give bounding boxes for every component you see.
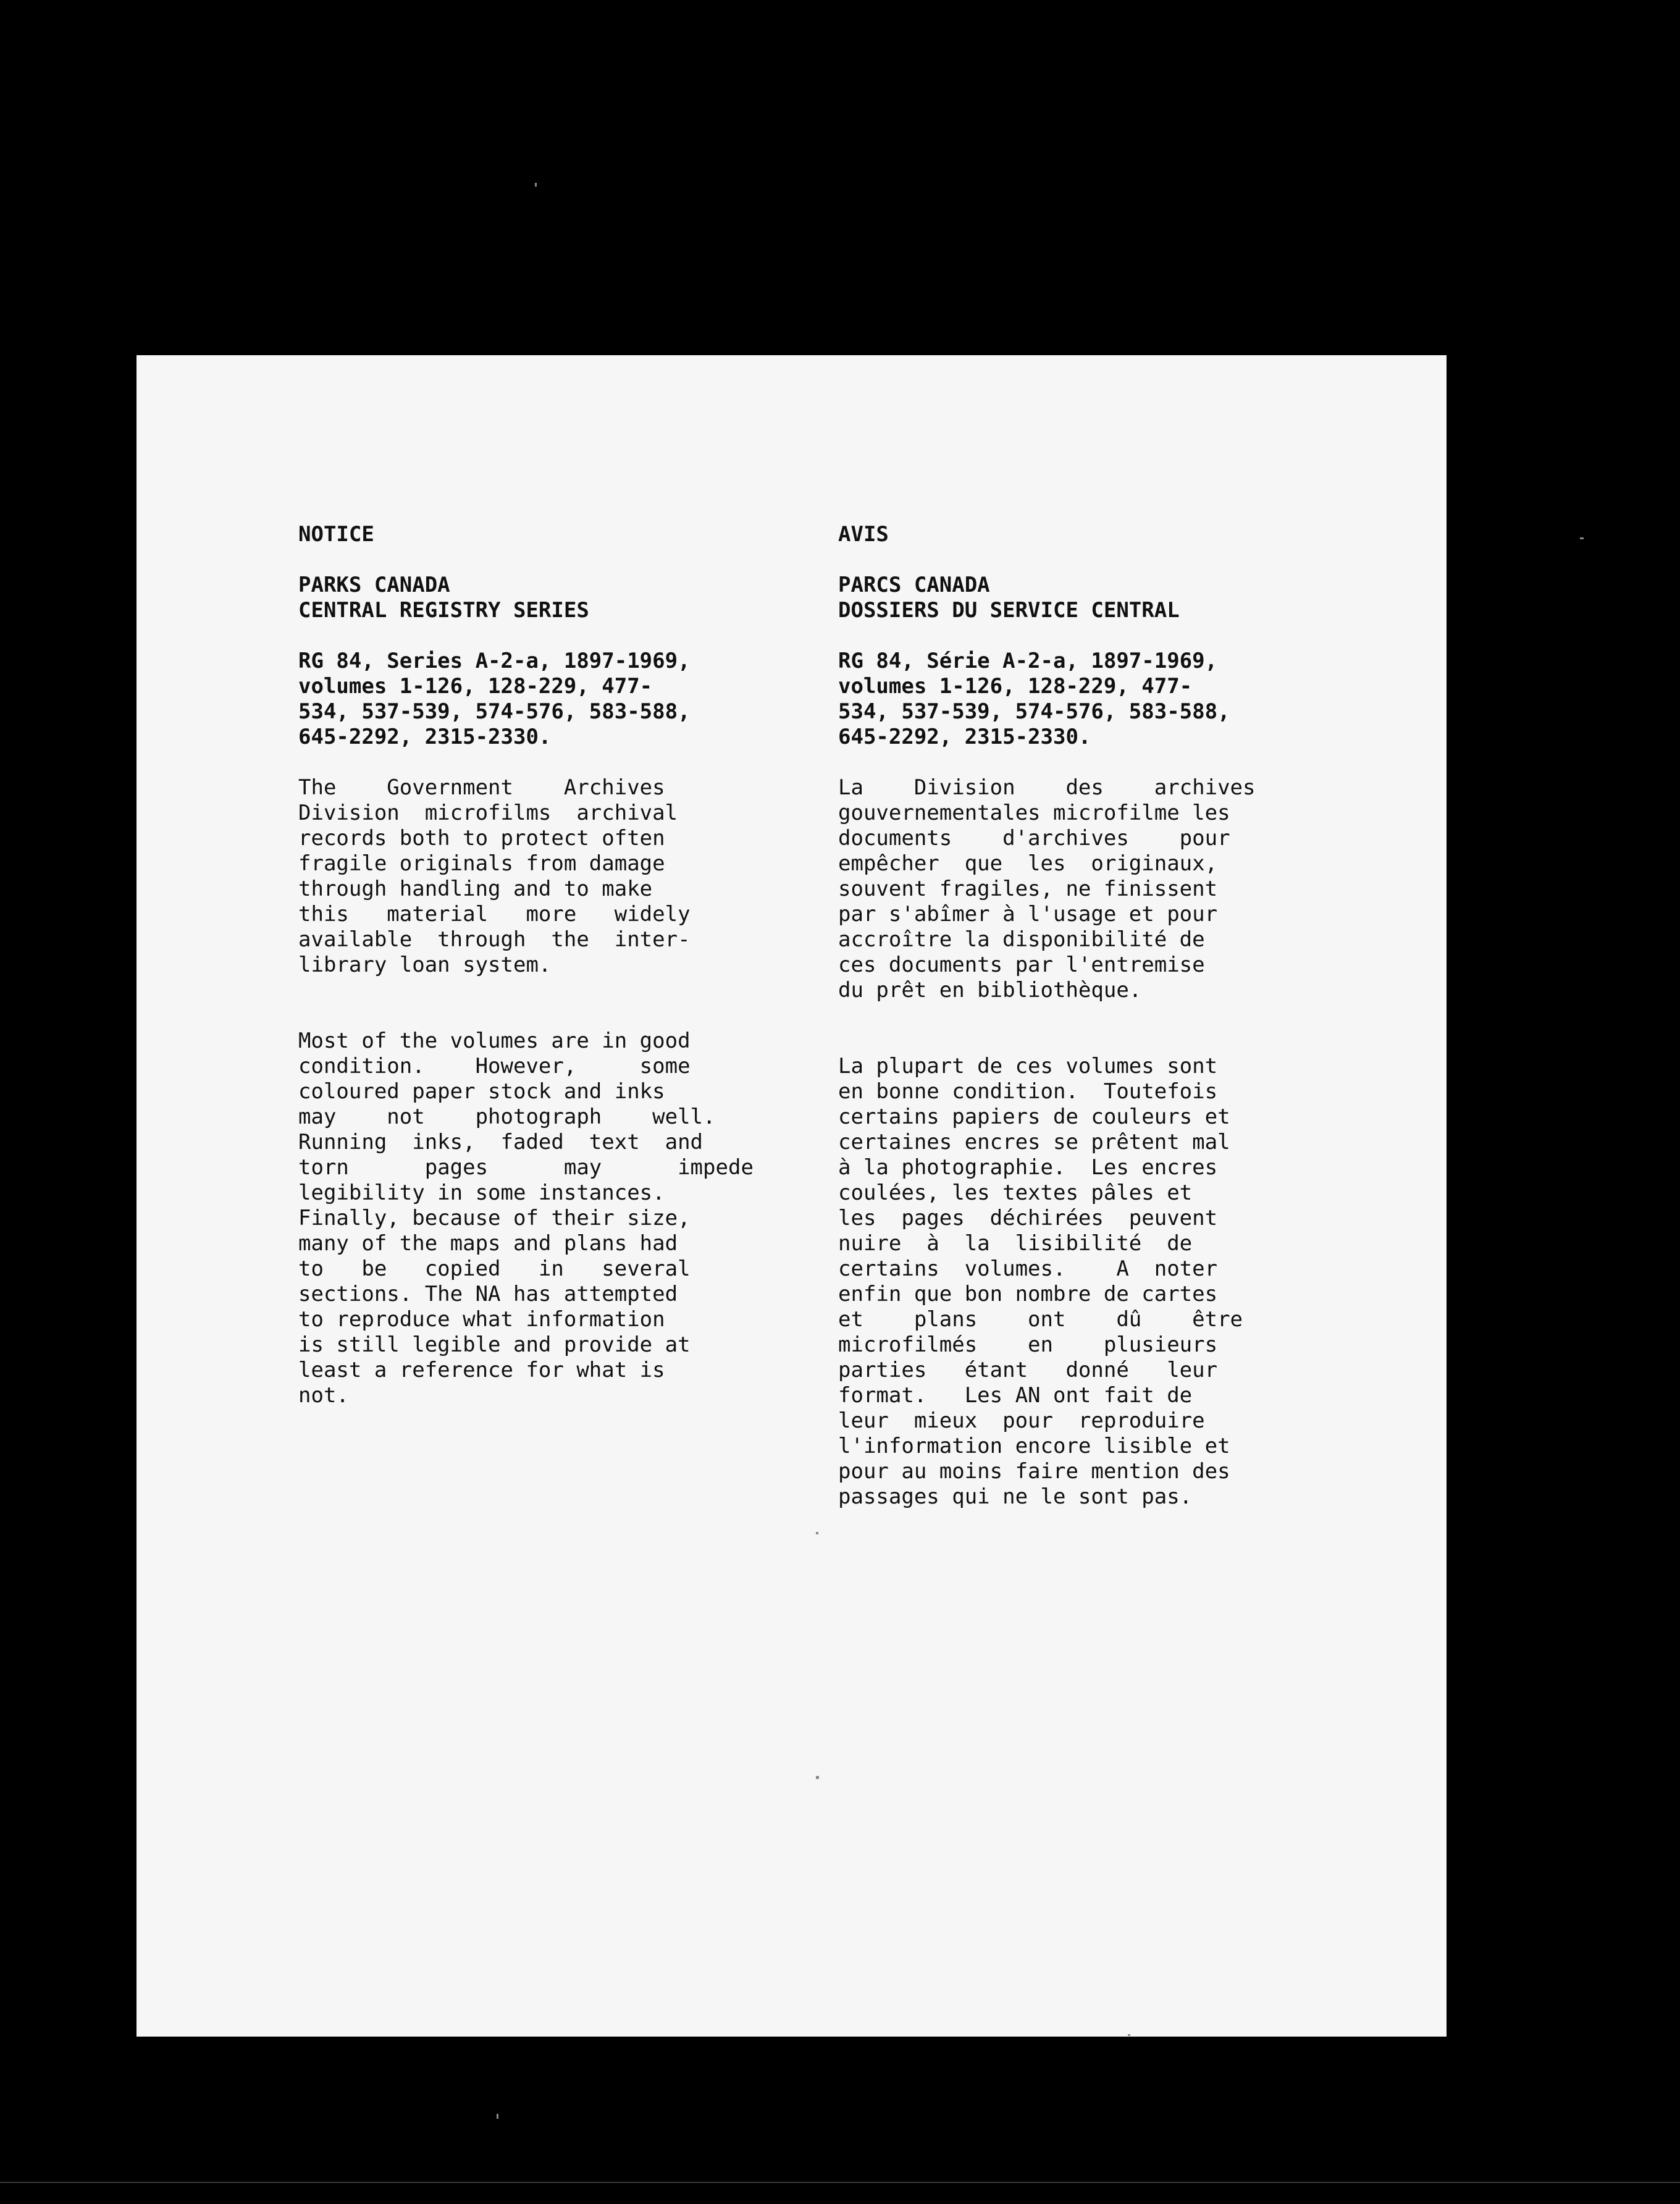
french-column xyxy=(838,522,1308,1510)
scan-speck xyxy=(1580,537,1584,539)
english-column xyxy=(298,522,768,1408)
notice-heading: NOTICE xyxy=(298,522,374,547)
document-page xyxy=(136,355,1447,2037)
condition-paragraph: Most of the volumes are in good condition. However, some coloured paper stock and inks may not photograph well. Running inks, faded text and torn pages may impede legibility in some instances. Finally, because of their size, many of the maps and plans had to be copied in several sections. The NA has attempted to reproduce what information is still legible and provide at least a reference for what is not. xyxy=(298,1028,754,1408)
scan-speck xyxy=(535,183,537,187)
condition-paragraph-fr: La plupart de ces volumes sont en bonne condition. Toutefois certains papiers de couleurs et certaines encres se prêtent mal à la photographie. Les encres coulées, les textes pâles et les pages déchirées peuvent nuire à la lisibilité de certains volumes. A noter enfin que bon nombre de cartes et plans ont dû être microfilmés en plusieurs parties étant donné leur format. Les AN ont fait de leur mieux pour reproduire l'information encore lisible et pour au moins faire mention des passages qui ne le sont pas. xyxy=(838,1054,1243,1509)
scan-rule xyxy=(0,2182,1680,2183)
microfilm-purpose-paragraph-fr: La Division des archives gouvernementales microfilme les documents d'archives pour empêcher que les originaux, souvent fragiles, ne finissent par s'abîmer à l'usage et pour accroître la disponibilité de ces documents par l'entremise du prêt en bibliothèque. xyxy=(838,775,1256,1003)
scan-speck xyxy=(816,1776,819,1779)
record-group-reference-fr: RG 84, Série A-2-a, 1897-1969, volumes 1-126, 128-229, 477- 534, 537-539, 574-576, 583-588, 645-2292, 2315-2330. xyxy=(838,649,1230,749)
organization-name-fr: PARCS CANADA xyxy=(838,573,990,597)
scan-speck xyxy=(816,1532,818,1534)
record-group-reference: RG 84, Series A-2-a, 1897-1969, volumes 1-126, 128-229, 477- 534, 537-539, 574-576, 583-588, 645-2292, 2315-2330. xyxy=(298,649,691,749)
organization-name: PARKS CANADA xyxy=(298,573,450,597)
scan-speck xyxy=(497,2114,498,2119)
scan-speck xyxy=(1128,2034,1130,2036)
avis-heading: AVIS xyxy=(838,522,889,547)
microfilm-purpose-paragraph: The Government Archives Division microfilms archival records both to protect often fragile originals from damage through handling and to make this material more widely available through the inter- library loan system. xyxy=(298,775,691,977)
series-name-fr: DOSSIERS DU SERVICE CENTRAL xyxy=(838,598,1180,623)
series-name: CENTRAL REGISTRY SERIES xyxy=(298,598,589,623)
